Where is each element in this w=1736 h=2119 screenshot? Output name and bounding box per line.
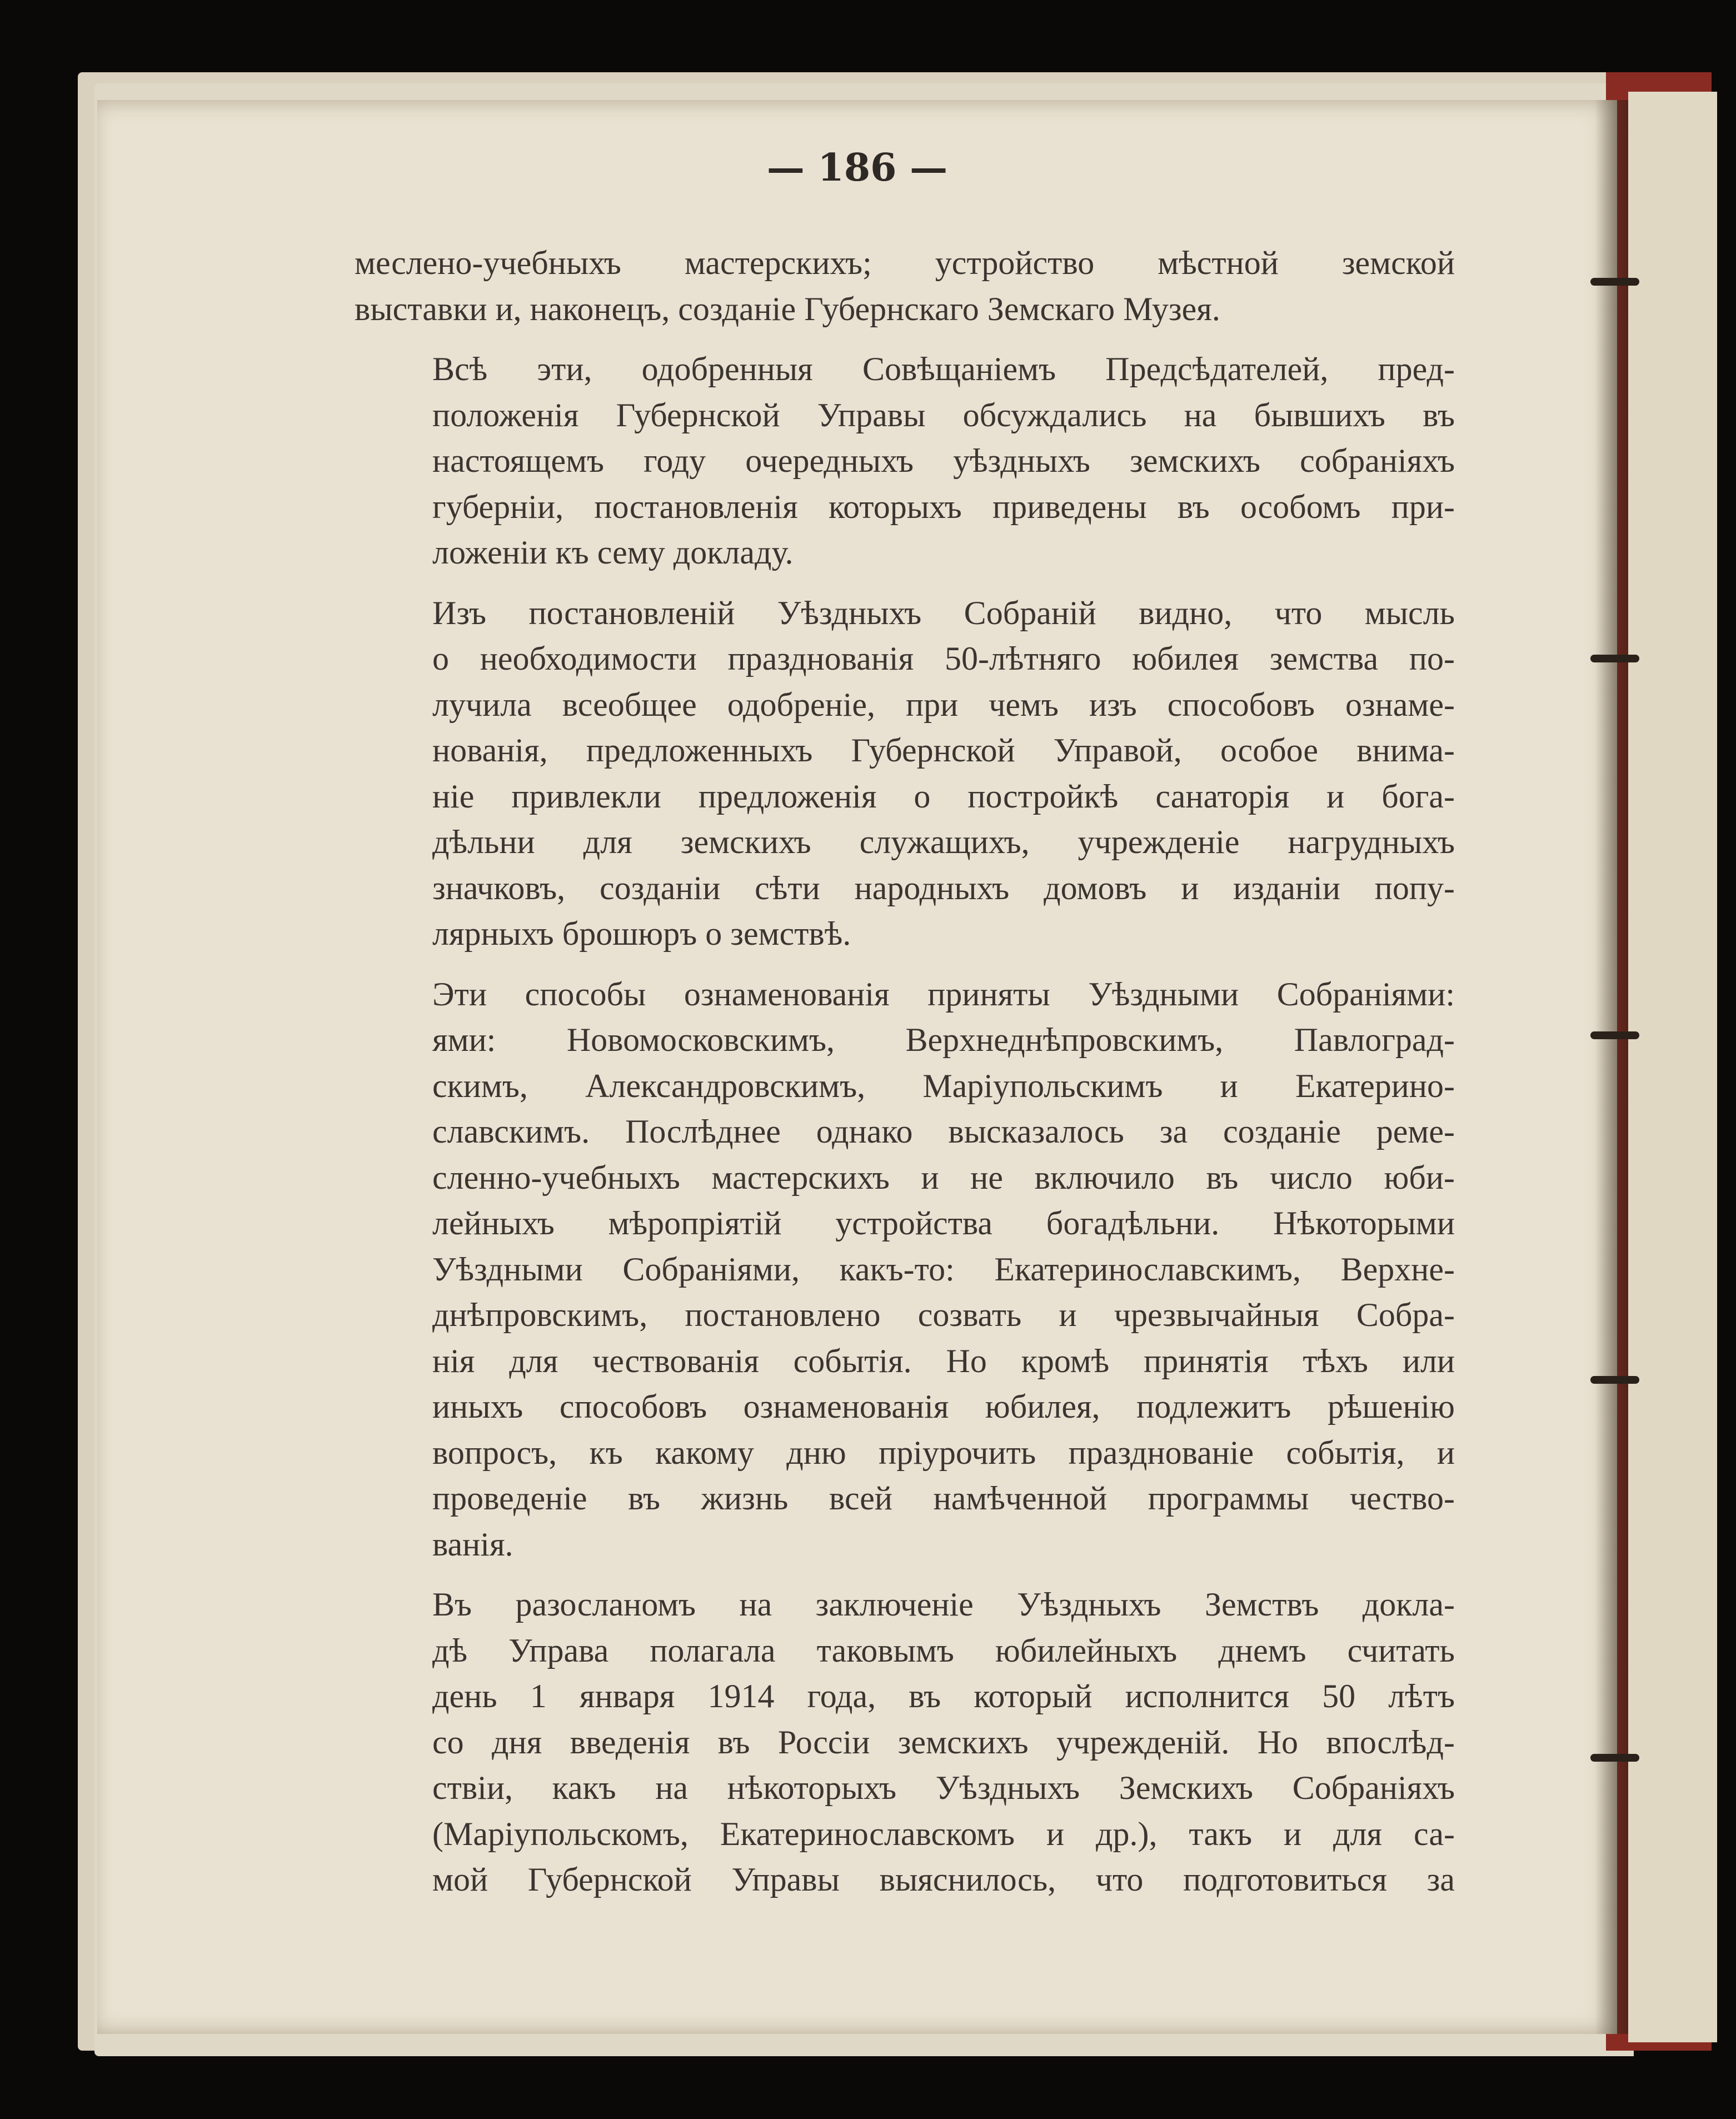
page-body-text	[355, 240, 1455, 1917]
text-line: положенія Губернской Управы обсуждались на бывшихъ въ	[432, 396, 1455, 433]
page-number-header: — 186 —	[766, 146, 948, 190]
text-line: дѣльни для земскихъ служащихъ, учрежденіе нагрудныхъ	[432, 824, 1455, 860]
binding-thread	[1590, 1754, 1639, 1762]
facing-page-edge	[1628, 92, 1717, 2042]
text-line: лучила всеобщее одобреніе, при чемъ изъ способовъ ознаме-	[432, 686, 1455, 723]
text-line: выставки и, наконецъ, созданіе Губернскаго Земскаго Музея.	[355, 290, 1220, 327]
binding-thread	[1590, 1031, 1639, 1039]
text-line: ніе привлекли предложенія о постройкѣ санаторія и бога-	[432, 777, 1455, 815]
paragraph	[355, 240, 1455, 332]
paragraph	[355, 1582, 1455, 1903]
text-line: день 1 января 1914 года, въ который исполнится 50 лѣтъ	[432, 1678, 1455, 1714]
text-line: Въ разосланомъ на заключеніе Уѣздныхъ Земствъ докла-	[432, 1586, 1455, 1623]
text-line: значковъ, созданіи сѣти народныхъ домовъ и изданіи попу-	[432, 869, 1455, 906]
text-line: лейныхъ мѣропріятій устройства богадѣльни. Нѣкоторыми	[432, 1205, 1455, 1242]
paragraph	[355, 346, 1455, 576]
text-line: Всѣ эти, одобренныя Совѣщаніемъ Предсѣдателей, пред-	[432, 351, 1455, 387]
text-line: дѣ Управа полагала таковымъ юбилейныхъ днемъ считать	[432, 1632, 1455, 1669]
text-line: о необходимости празднованія 50-лѣтняго юбилея земства по-	[432, 640, 1455, 677]
text-line: скимъ, Александровскимъ, Маріупольскимъ и Екатерино-	[432, 1067, 1455, 1104]
text-line: мой Губернской Управы выяснилось, что подготовиться за	[432, 1861, 1455, 1898]
text-line: проведеніе въ жизнь всей намѣченной программы чество-	[432, 1480, 1455, 1517]
text-line: со дня введенія въ Россіи земскихъ учрежденій. Но впослѣд-	[432, 1723, 1455, 1761]
text-line: иныхъ способовъ ознаменованія юбилея, подлежитъ рѣшенію	[432, 1388, 1455, 1425]
text-line: ложеніи къ сему докладу.	[432, 534, 794, 571]
paragraph	[355, 971, 1455, 1568]
text-line: Уѣздными Собраніями, какъ-то: Екатеринославскимъ, Верхне-	[432, 1250, 1455, 1288]
spine-shadow	[1595, 100, 1628, 2034]
text-line: Эти способы ознаменованія приняты Уѣздными Собраніями:	[432, 975, 1455, 1013]
text-line: лярныхъ брошюръ о земствѣ.	[432, 915, 851, 952]
text-line: нованія, предложенныхъ Губернской Управой, особое внима-	[432, 732, 1455, 769]
text-line: Изъ постановленій Уѣздныхъ Собраній видно, что мысль	[432, 594, 1455, 631]
binding-thread	[1590, 1376, 1639, 1384]
paragraph	[355, 590, 1455, 957]
text-line: ями: Новомосковскимъ, Верхнеднѣпровскимъ, Павлоград-	[432, 1021, 1455, 1058]
text-line: ствіи, какъ на нѣкоторыхъ Уѣздныхъ Земскихъ Собраніяхъ	[432, 1769, 1455, 1806]
text-line: ванія.	[432, 1525, 513, 1563]
binding-thread	[1590, 278, 1639, 286]
text-line: славскимъ. Послѣднее однако высказалось за созданіе реме-	[432, 1113, 1455, 1150]
text-line: (Маріупольскомъ, Екатеринославскомъ и др.), такъ и для са-	[432, 1815, 1455, 1852]
text-line: сленно-учебныхъ мастерскихъ и не включило въ число юби-	[432, 1159, 1455, 1196]
text-line: настоящемъ году очередныхъ уѣздныхъ земскихъ собраніяхъ	[432, 442, 1455, 479]
text-line: вопросъ, къ какому дню пріурочить празднованіе событія, и	[432, 1434, 1455, 1471]
text-line: меслено-учебныхъ мастерскихъ; устройство мѣстной земской	[355, 245, 1455, 281]
text-line: нія для чествованія событія. Но кромѣ принятія тѣхъ или	[432, 1342, 1455, 1379]
text-line: губерніи, постановленія которыхъ приведены въ особомъ при-	[432, 488, 1455, 525]
binding-thread	[1590, 655, 1639, 662]
text-line: днѣпровскимъ, постановлено созвать и чрезвычайныя Собра-	[432, 1297, 1455, 1333]
